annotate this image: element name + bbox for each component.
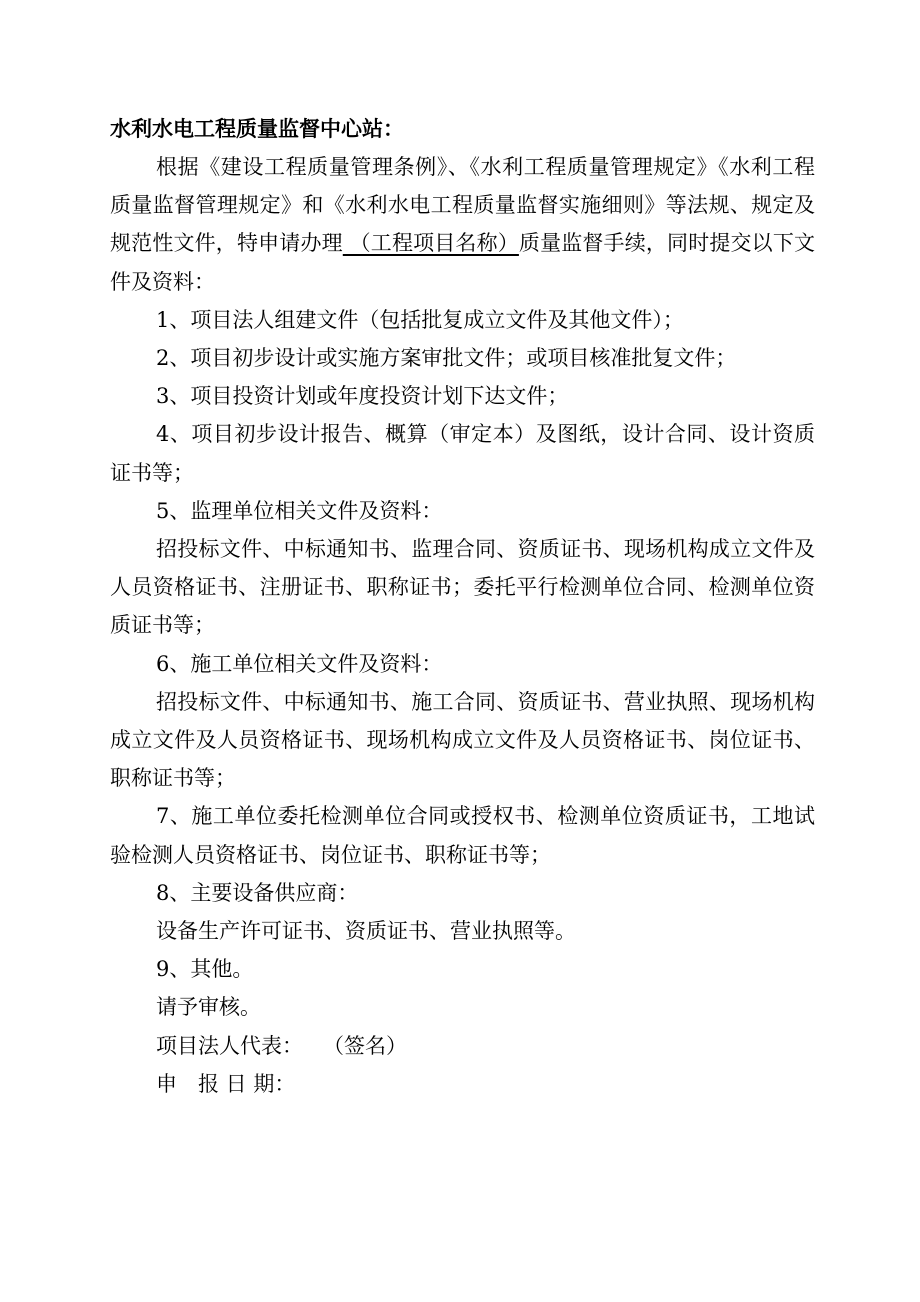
list-item-8-detail: 设备生产许可证书、资质证书、营业执照等。 — [156, 919, 576, 944]
addressee-heading: 水利水电工程质量监督中心站： — [110, 116, 404, 141]
date-line — [110, 1065, 815, 1103]
list-item-7: 7、施工单位委托检测单位合同或授权书、检测单位资质证书，工地试验检测人员资格证书、岗位证书、职称证书等； — [110, 804, 815, 867]
list-item-9: 9、其他。 — [156, 957, 254, 982]
list-item-4: 4、项目初步设计报告、概算（审定本）及图纸，设计合同、设计资质证书等； — [110, 422, 815, 485]
intro-paragraph — [110, 148, 815, 301]
list-item-5: 5、监理单位相关文件及资料： — [156, 498, 443, 523]
closing-request: 请予审核。 — [156, 995, 261, 1020]
list-item-3: 3、项目投资计划或年度投资计划下达文件； — [156, 384, 569, 409]
representative-line — [110, 1027, 815, 1065]
project-name-blank: （工程项目名称） — [342, 231, 519, 256]
list-item-5-detail: 招投标文件、中标通知书、监理合同、资质证书、现场机构成立文件及人员资格证书、注册证书、职称证书；委托平行检测单位合同、检测单位资质证书等； — [110, 537, 815, 638]
list-item-6: 6、施工单位相关文件及资料： — [156, 651, 443, 676]
list-item-6-detail: 招投标文件、中标通知书、施工合同、资质证书、营业执照、现场机构成立文件及人员资格证书、现场机构成立文件及人员资格证书、岗位证书、职称证书等； — [110, 689, 815, 791]
intro-text-after: 质量监督手续，同时提交以下文件及资料： — [110, 231, 815, 294]
intro-text-before: 根据《建设工程质量管理条例》、《水利工程质量管理规定》《水利工程质量监督管理规定》和《水利水电工程质量监督实施细则》等法规、规定及规范性文件，特申请办理 — [110, 155, 815, 256]
date-label: 申 报 日 期： — [156, 1071, 296, 1096]
list-item-8: 8、主要设备供应商： — [156, 880, 359, 905]
list-item-2: 2、项目初步设计或实施方案审批文件；或项目核准批复文件； — [156, 346, 737, 371]
representative-label: 项目法人代表： — [156, 1033, 303, 1058]
list-item-1: 1、项目法人组建文件（包括批复成立文件及其他文件）； — [156, 307, 684, 332]
application-document — [110, 110, 815, 1103]
signature-hint: （签名） — [323, 1033, 408, 1058]
